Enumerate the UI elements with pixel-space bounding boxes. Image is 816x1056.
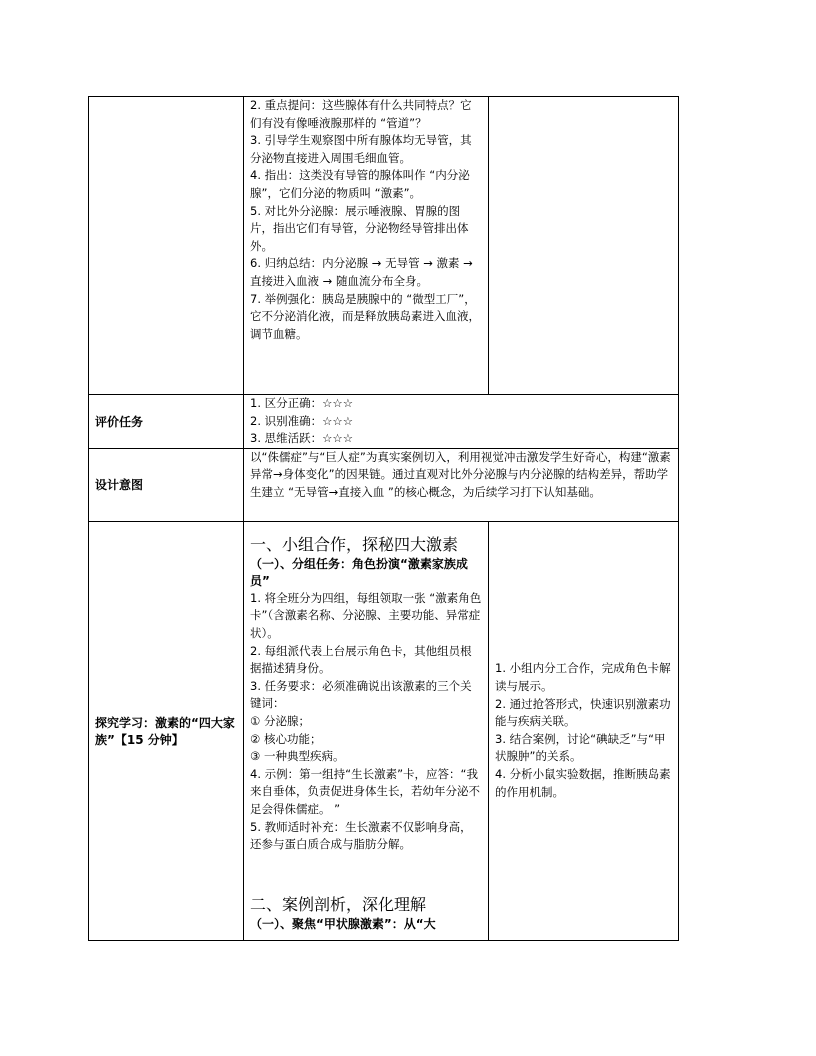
row-label-evaluation: 评价任务 [89, 395, 244, 449]
table-row [89, 521, 679, 940]
student-activity-cell-empty [489, 97, 679, 395]
table-row [89, 448, 679, 521]
student-activity-cell [489, 521, 679, 940]
design-intent-text: 以“侏儒症”与“巨人症”为真实案例切入，利用视觉冲击激发学生好奇心，构建“激素异常→身体变化”的因果链。通过直观对比外分泌腺与内分泌腺的结构差异，帮助学生建立 “无导管→直接入血 ”的核心概念，为后续学习打下认知基础。 [250, 449, 671, 499]
list-item: 2. 识别准确：☆☆☆ [250, 413, 354, 428]
list-item: 4. 指出：这类没有导管的腺体叫作 “内分泌腺”，它们分泌的物质叫 “激素”。 [250, 168, 470, 200]
section-heading: 二、案例剖析，深化理解 [250, 894, 427, 914]
teacher-activity-cell [244, 97, 489, 395]
lesson-plan-table [88, 96, 679, 941]
label-cell-empty [89, 97, 244, 395]
list-item: ③ 一种典型疾病。 [250, 749, 345, 764]
list-item: 5. 对比外分泌腺：展示唾液腺、胃腺的图片，指出它们有导管，分泌物经导管排出体外。 [250, 203, 469, 253]
evaluation-cell [244, 395, 679, 449]
list-item: 2. 通过抢答形式，快速识别激素功能与疾病关联。 [495, 696, 671, 729]
list-item: 2. 重点提问：这些腺体有什么共同特点？它们有没有像唾液腺那样的 “管道”？ [250, 98, 472, 130]
list-item: 1. 将全班分为四组，每组领取一张 “激素角色卡”（含激素名称、分泌腺、主要功能、异常症状）。 [250, 590, 482, 640]
subsection-heading: （一）、聚焦“甲状腺激素”：从“大 [250, 916, 436, 931]
list-item: 1. 区分正确：☆☆☆ [250, 396, 354, 410]
list-item: 3. 思维活跃：☆☆☆ [250, 431, 354, 446]
list-item: 6. 归纳总结：内分泌腺 → 无导管 → 激素 → 直接进入血液 → 随血流分布全身。 [250, 256, 473, 288]
table-row [89, 395, 679, 449]
list-item: 3. 任务要求：必须准确说出该激素的三个关键词： [250, 678, 472, 711]
row-label-design: 设计意图 [89, 448, 244, 521]
list-item: 3. 结合案例，讨论“碘缺乏”与“甲状腺肿”的关系。 [495, 731, 666, 764]
table-row [89, 97, 679, 395]
list-item: 4. 示例：第一组持“生长激素”卡，应答：“我来自垂体，负责促进身体生长，若幼年分泌不足会得侏儒症。 ” [250, 766, 480, 816]
section-heading: 一、小组合作，探秘四大激素 [250, 534, 459, 554]
list-item: 2. 每组派代表上台展示角色卡，其他组员根据描述猜身份。 [250, 643, 472, 676]
list-item: 5. 教师适时补充：生长激素不仅影响身高，还参与蛋白质合成与脂肪分解。 [250, 819, 472, 852]
row-label-explore: 探究学习：激素的“四大家族”【15 分钟】 [89, 521, 244, 940]
design-intent-cell [244, 448, 679, 521]
list-item: 4. 分析小鼠实验数据，推断胰岛素的作用机制。 [495, 766, 671, 799]
teacher-activity-cell [244, 521, 489, 940]
list-item: 7. 举例强化：胰岛是胰腺中的 “微型工厂”，它不分泌消化液，而是释放胰岛素进入血液，调节血糖。 [250, 291, 480, 341]
list-item: 1. 小组内分工合作，完成角色卡解读与展示。 [495, 661, 671, 693]
subsection-heading: （一）、分组任务：角色扮演“激素家族成员” [250, 556, 468, 588]
list-item: ① 分泌腺； [250, 713, 310, 728]
list-item: ② 核心功能； [250, 731, 322, 746]
list-item: 3. 引导学生观察图中所有腺体均无导管，其分泌物直接进入周围毛细血管。 [250, 133, 472, 165]
